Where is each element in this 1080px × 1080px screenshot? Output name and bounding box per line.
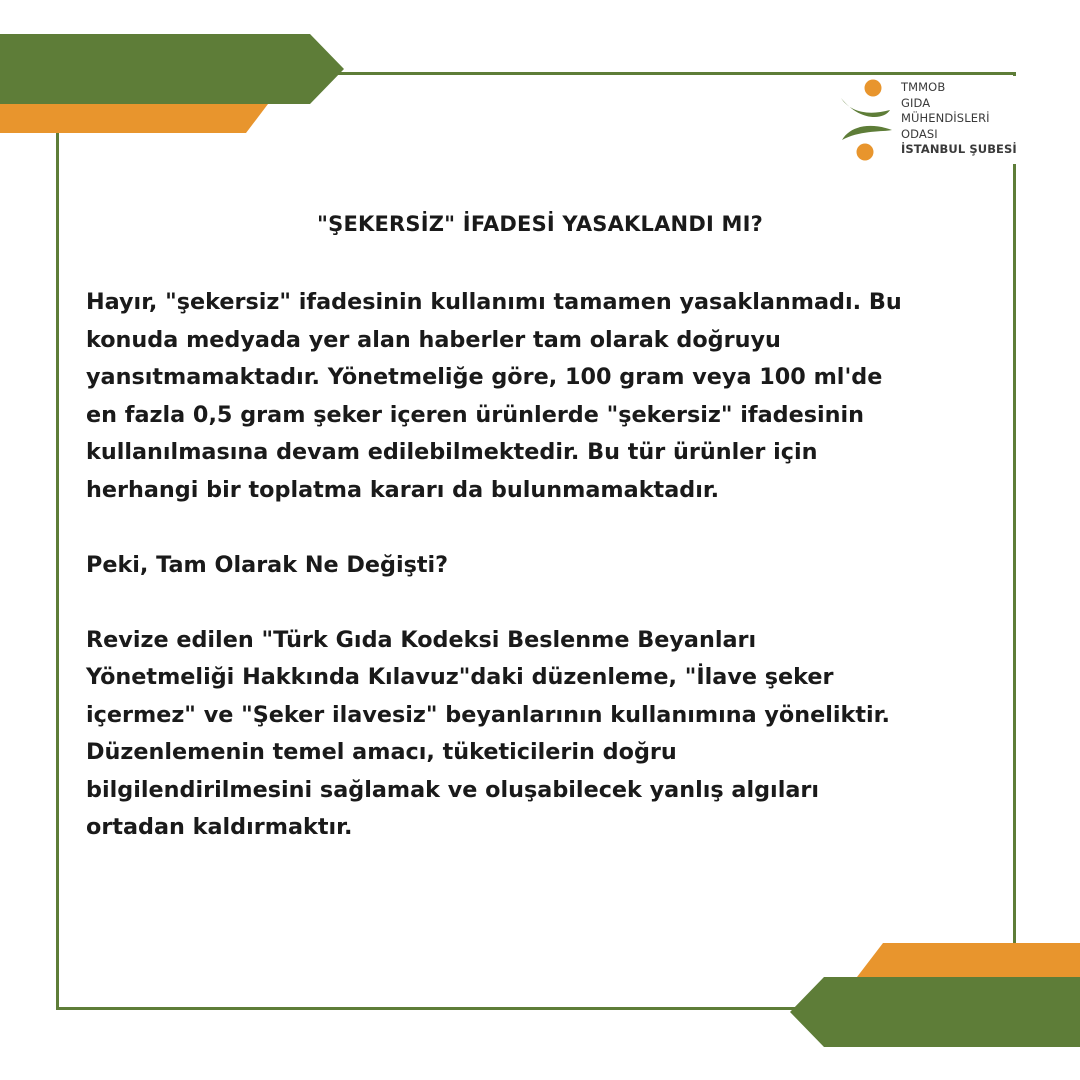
answer-paragraph: Hayır, "şekersiz" ifadesinin kullanımı tamamen yasaklanmadı. Bu konuda medyada yer alan haberler tam olarak doğruyu yansıtmamaktadır. Yönetmeliğe göre, 100 gram veya 100 ml'de en fazla 0,5 gram şeker içeren ürünlerde "şekersiz" ifadesinin kullanılmasına devam edilebilmektedir. Bu tür ürünler için herhangi bir toplatma kararı da bulunmamaktadır. — [86, 289, 902, 503]
logo-line-muhendisleri: MÜHENDİSLERİ — [901, 111, 990, 125]
question-heading: Peki, Tam Olarak Ne Değişti? — [86, 551, 449, 578]
chamber-logo-icon — [838, 78, 898, 164]
logo-line-branch: İSTANBUL ŞUBESİ — [901, 142, 1017, 156]
article-body — [86, 284, 1006, 847]
logo-line-tmmob: TMMOB — [901, 80, 946, 94]
top-left-green-band — [0, 34, 344, 104]
bottom-right-green-band — [790, 977, 1080, 1047]
chamber-logo — [838, 76, 1016, 164]
top-left-orange-band — [0, 104, 268, 133]
page-title: "ŞEKERSİZ" İFADESİ YASAKLANDI MI? — [316, 212, 763, 236]
chamber-logo-text — [901, 80, 1017, 158]
bottom-right-orange-band — [857, 943, 1080, 977]
logo-line-gida: GIDA — [901, 95, 931, 110]
explanation-paragraph: Revize edilen "Türk Gıda Kodeksi Beslenme Beyanları Yönetmeliği Hakkında Kılavuz"daki düzenleme, "İlave şeker içermez" ve "Şeker ilavesiz" beyanlarının kullanımına yöneliktir. Düzenlemenin temel amacı, tüketicilerin doğru bilgilendirilmesini sağlamak ve oluşabilecek yanlış algıları ortadan kaldırmaktır. — [86, 626, 890, 840]
logo-line-odasi: ODASI — [901, 126, 938, 141]
